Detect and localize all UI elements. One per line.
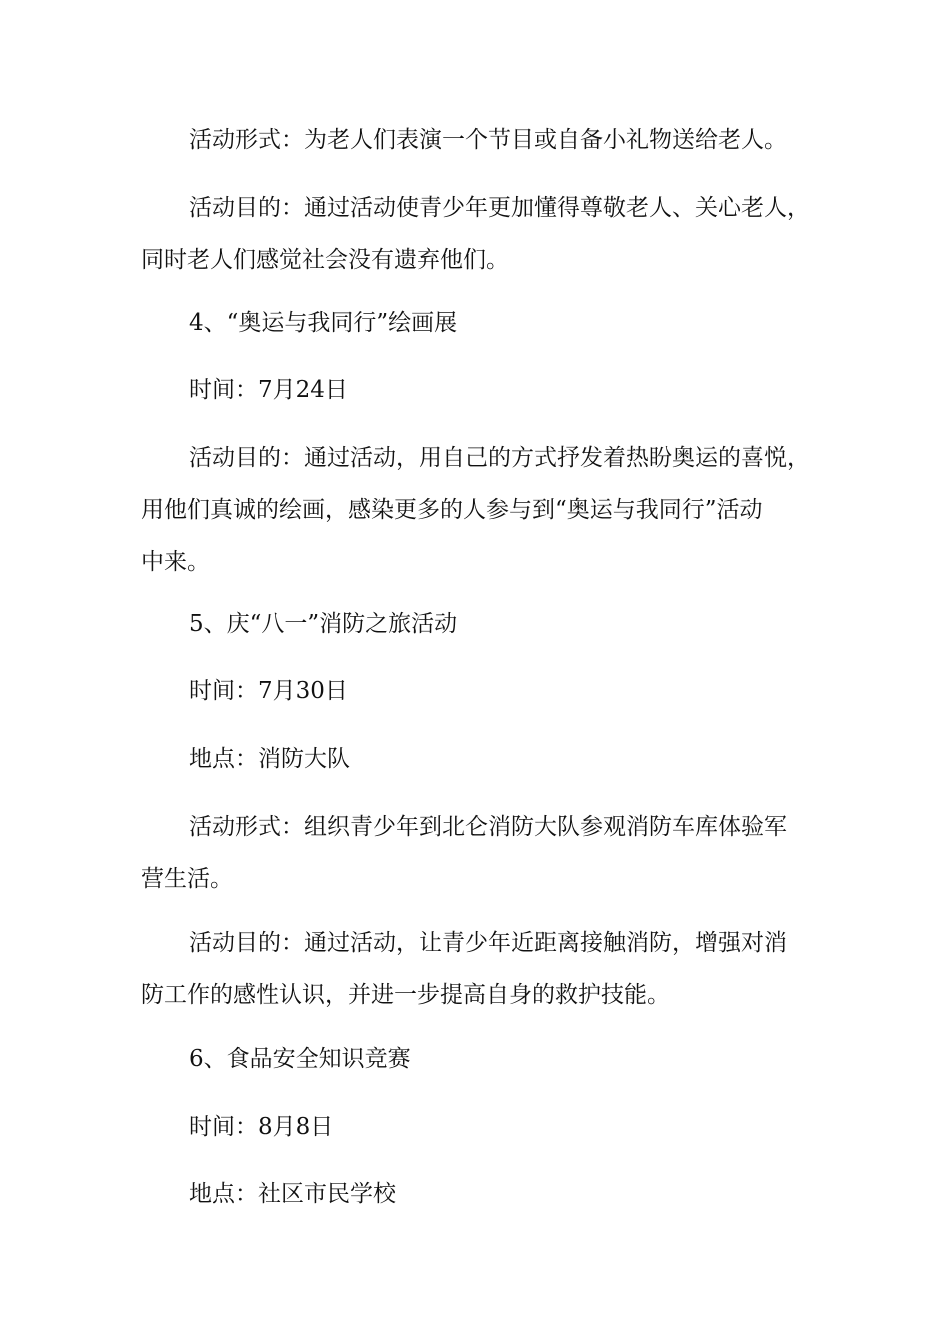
heading-item-6 <box>141 1033 811 1085</box>
paragraph-item-4-purpose <box>141 432 811 588</box>
text-line: 5、庆“八一”消防之旅活动 <box>189 611 458 637</box>
text-line: 中来。 <box>141 549 210 575</box>
heading-item-5 <box>141 598 811 650</box>
text-line: 地点：社区市民学校 <box>189 1181 396 1207</box>
text-line: 活动目的：通过活动，让青少年近距离接触消防，增强对消 <box>189 930 787 956</box>
paragraph-item-6-location <box>141 1168 811 1220</box>
text-line: 活动形式：组织青少年到北仑消防大队参观消防车库体验军 <box>189 814 787 840</box>
paragraph-item-4-time <box>141 364 811 416</box>
text-line: 防工作的感性认识，并进一步提高自身的救护技能。 <box>141 982 670 1008</box>
text-line: 6、食品安全知识竞赛 <box>189 1046 411 1072</box>
heading-item-4 <box>141 297 811 349</box>
text-line: 用他们真诚的绘画，感染更多的人参与到“奥运与我同行”活动 <box>141 497 763 523</box>
text-line: 4、“奥运与我同行”绘画展 <box>189 310 458 336</box>
paragraph-item-6-time <box>141 1101 811 1153</box>
paragraph-item-5-purpose <box>141 917 811 1021</box>
paragraph-item-5-form <box>141 801 811 905</box>
text-line: 活动目的：通过活动使青少年更加懂得尊敬老人、关心老人， <box>189 195 810 221</box>
paragraph-item-5-time <box>141 665 811 717</box>
text-line: 营生活。 <box>141 866 233 892</box>
text-line: 时间：7月30日 <box>189 678 348 704</box>
paragraph-activity-form-elderly <box>141 114 811 166</box>
text-line: 地点：消防大队 <box>189 746 350 772</box>
text-line: 活动形式：为老人们表演一个节目或自备小礼物送给老人。 <box>189 127 787 153</box>
text-line: 活动目的：通过活动，用自己的方式抒发着热盼奥运的喜悦， <box>189 445 810 471</box>
paragraph-item-5-location <box>141 733 811 785</box>
text-line: 时间：7月24日 <box>189 377 348 403</box>
text-line: 同时老人们感觉社会没有遗弃他们。 <box>141 247 509 273</box>
paragraph-activity-purpose-elderly <box>141 182 811 286</box>
text-line: 时间：8月8日 <box>189 1114 334 1140</box>
